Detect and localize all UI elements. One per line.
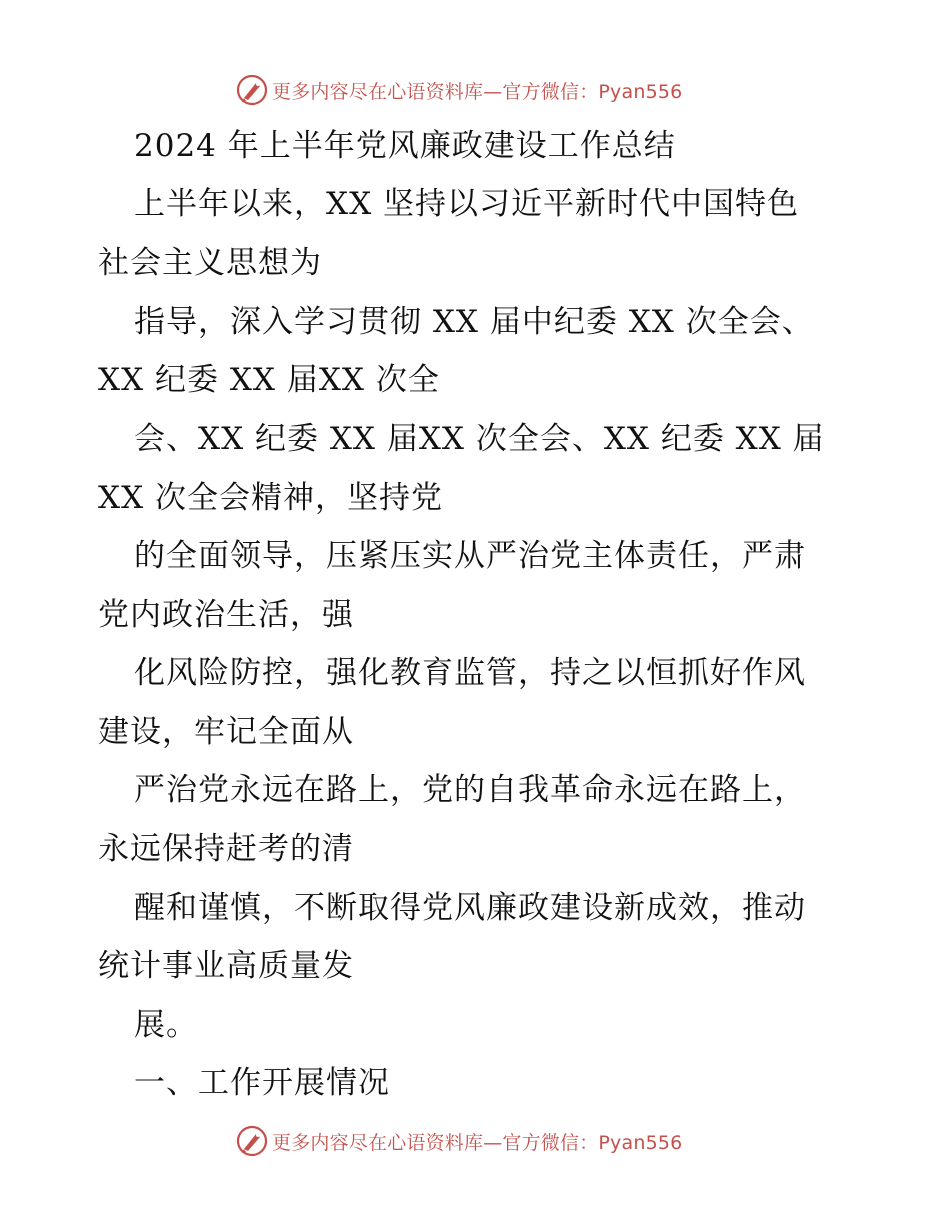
paragraph-line: XX 纪委 XX 届XX 次全 (98, 362, 440, 398)
paragraph-line: 展。 (134, 1007, 198, 1043)
paragraph-line: 上半年以来，XX 坚持以习近平新时代中国特色 (134, 186, 799, 222)
paragraph-line: 永远保持赶考的清 (98, 831, 354, 867)
paragraph-line: 会、XX 纪委 XX 届XX 次全会、XX 纪委 XX 届 (134, 421, 825, 457)
paragraph-line: 社会主义思想为 (98, 245, 322, 281)
pen-nib-logo-icon (236, 74, 268, 106)
watermark-text: 更多内容尽在心语资料库—官方微信：Pyan556 (272, 1131, 683, 1154)
paragraph-line: 统计事业高质量发 (98, 948, 354, 984)
paragraph-line: XX 次全会精神，坚持党 (98, 480, 443, 516)
paragraph-line: 化风险防控，强化教育监管，持之以恒抓好作风 (134, 655, 806, 691)
document-title: 2024 年上半年党风廉政建设工作总结 (134, 128, 676, 164)
watermark-text: 更多内容尽在心语资料库—官方微信：Pyan556 (272, 80, 683, 103)
paragraph-line: 建设，牢记全面从 (98, 714, 354, 750)
paragraph-line: 醒和谨慎，不断取得党风廉政建设新成效，推动 (134, 890, 806, 926)
paragraph-line: 指导，深入学习贯彻 XX 届中纪委 XX 次全会、 (134, 304, 814, 340)
section-heading: 一、工作开展情况 (134, 1065, 390, 1101)
watermark-footer (236, 1123, 682, 1159)
paragraph-line: 党内政治生活，强 (98, 597, 354, 633)
paragraph-line: 严治党永远在路上，党的自我革命永远在路上， (134, 772, 806, 808)
pen-nib-logo-icon (236, 1125, 268, 1157)
paragraph-line: 的全面领导，压紧压实从严治党主体责任，严肃 (134, 538, 806, 574)
watermark-header (236, 72, 682, 108)
